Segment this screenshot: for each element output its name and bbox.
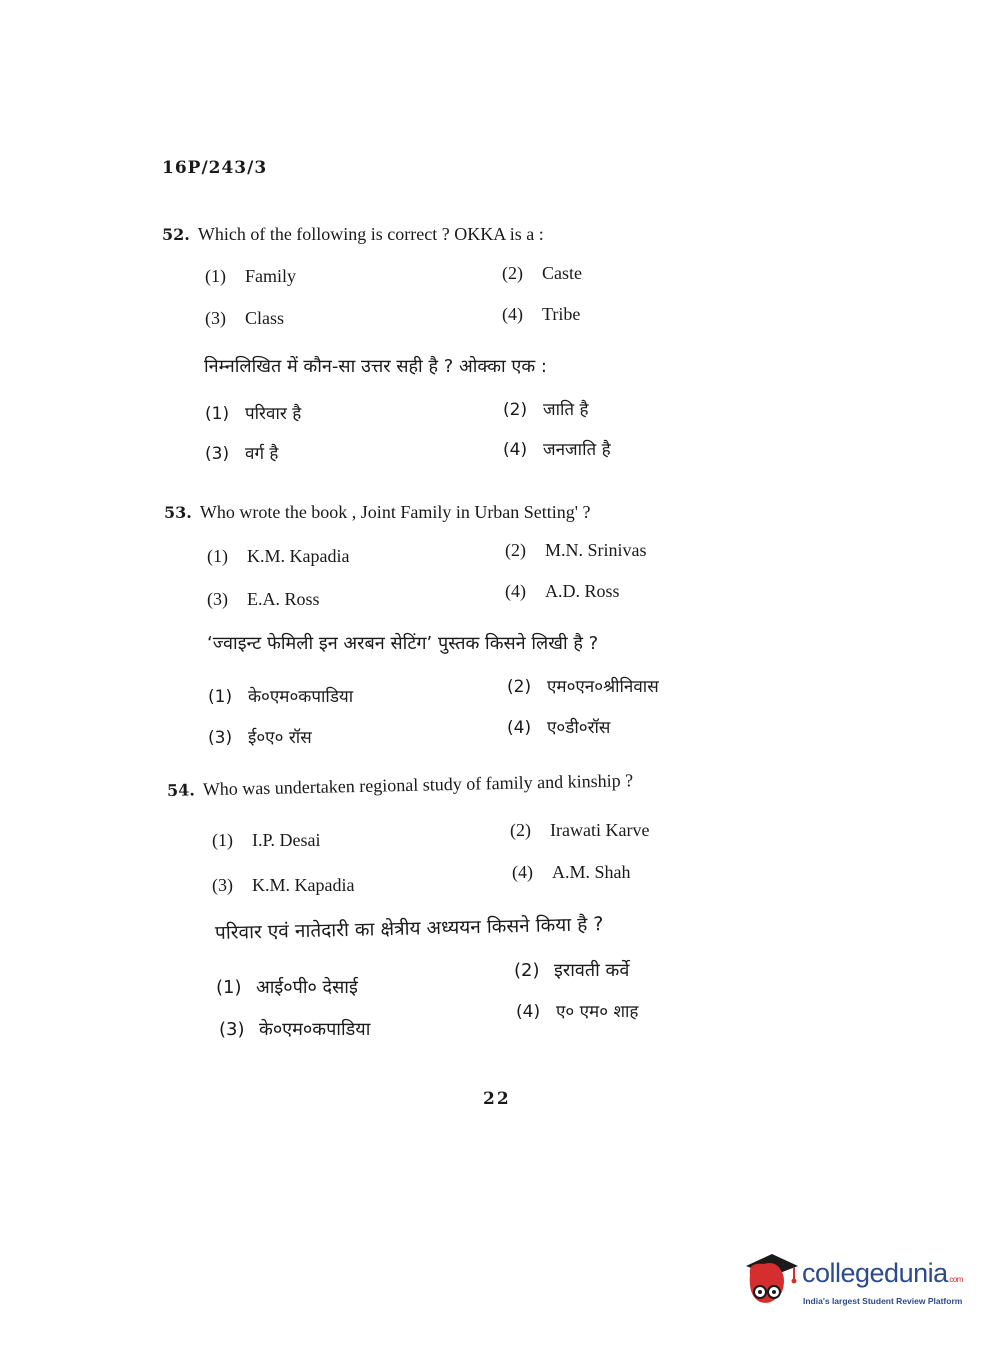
hindi-question-text: ‘ज्वाइन्ट फेमिली इन अरबन सेटिंग’ पुस्तक किसने लिखी है ? bbox=[207, 633, 599, 654]
option-4 bbox=[505, 581, 620, 602]
option-number: (4) bbox=[505, 581, 526, 601]
option-text: परिवार है bbox=[245, 404, 302, 424]
option-number: (4) bbox=[502, 304, 523, 324]
option-text: ई०ए० रॉस bbox=[248, 728, 312, 748]
option-3 bbox=[212, 875, 354, 896]
option-number: (1) bbox=[216, 977, 242, 998]
option-number: (1) bbox=[205, 404, 230, 424]
option-text: जनजाति है bbox=[543, 440, 611, 460]
hindi-option-2 bbox=[503, 397, 589, 420]
hindi-option-4 bbox=[503, 437, 611, 460]
option-4 bbox=[512, 862, 631, 883]
option-text: K.M. Kapadia bbox=[252, 875, 355, 895]
question-text: Who wrote the book , Joint Family in Urban Setting' ? bbox=[199, 502, 591, 522]
hindi-option-2 bbox=[514, 958, 629, 982]
option-number: (1) bbox=[212, 830, 233, 850]
option-text: Family bbox=[245, 266, 297, 286]
question-number: 52. bbox=[162, 225, 190, 244]
page-number: 22 bbox=[483, 1089, 511, 1109]
hindi-question-text: निम्नलिखित में कौन-सा उत्तर सही है ? ओक्का एक : bbox=[204, 356, 547, 377]
option-number: (4) bbox=[503, 440, 528, 460]
option-number: (2) bbox=[514, 960, 540, 981]
option-text: M.N. Srinivas bbox=[545, 540, 647, 560]
option-text: वर्ग है bbox=[245, 444, 279, 464]
question-52 bbox=[162, 224, 544, 245]
hindi-option-2 bbox=[507, 674, 659, 697]
option-4 bbox=[502, 304, 580, 325]
question-number: 53. bbox=[164, 503, 192, 522]
option-number: (1) bbox=[208, 687, 233, 707]
option-text: जाति है bbox=[543, 400, 589, 420]
hindi-option-3 bbox=[205, 441, 278, 464]
hindi-question-text: परिवार एवं नातेदारी का क्षेत्रीय अध्ययन किसने किया है ? bbox=[214, 913, 604, 944]
option-text: ए०डी०रॉस bbox=[547, 718, 611, 738]
hindi-option-1 bbox=[205, 401, 301, 424]
option-text: Tribe bbox=[542, 304, 581, 324]
brand-suffix: .com bbox=[947, 1275, 963, 1284]
option-text: A.M. Shah bbox=[552, 862, 631, 882]
option-text: के०एम०कपाडिया bbox=[259, 1019, 371, 1040]
option-text: ए० एम० शाह bbox=[556, 1002, 639, 1022]
hindi-option-3 bbox=[219, 1017, 370, 1041]
option-text: एम०एन०श्रीनिवास bbox=[547, 677, 659, 697]
hindi-option-3 bbox=[208, 725, 312, 748]
option-text: के०एम०कपाडिया bbox=[248, 687, 354, 707]
option-2 bbox=[502, 263, 582, 284]
paper-code: 16P/243/3 bbox=[162, 158, 268, 178]
option-text: A.D. Ross bbox=[545, 581, 620, 601]
option-number: (3) bbox=[205, 444, 230, 464]
option-number: (3) bbox=[212, 875, 233, 895]
option-number: (3) bbox=[205, 308, 226, 328]
option-number: (4) bbox=[516, 1002, 541, 1022]
option-2 bbox=[510, 820, 649, 841]
brand-name: collegedunia bbox=[802, 1258, 948, 1288]
question-number: 54. bbox=[166, 780, 196, 800]
question-53 bbox=[164, 502, 591, 523]
option-number: (4) bbox=[512, 862, 533, 882]
option-2 bbox=[505, 540, 647, 561]
option-number: (3) bbox=[208, 728, 233, 748]
option-text: आई०पी० देसाई bbox=[256, 977, 358, 998]
question-54 bbox=[167, 770, 634, 801]
option-text: Caste bbox=[542, 263, 582, 283]
option-number: (3) bbox=[207, 589, 228, 609]
option-number: (2) bbox=[507, 677, 532, 697]
option-text: इरावती कर्वे bbox=[554, 960, 630, 981]
option-number: (2) bbox=[505, 540, 526, 560]
question-text: Which of the following is correct ? OKKA is a : bbox=[197, 224, 544, 244]
option-text: I.P. Desai bbox=[252, 830, 321, 850]
option-3 bbox=[205, 308, 284, 329]
option-number: (1) bbox=[205, 266, 226, 286]
option-number: (2) bbox=[510, 820, 531, 840]
brand-tagline: India's largest Student Review Platform bbox=[803, 1296, 963, 1306]
option-text: Irawati Karve bbox=[550, 820, 650, 840]
option-number: (1) bbox=[207, 546, 228, 566]
option-number: (3) bbox=[219, 1019, 245, 1040]
mascot-icon bbox=[742, 1252, 800, 1310]
option-1 bbox=[207, 546, 349, 567]
option-text: E.A. Ross bbox=[247, 589, 320, 609]
option-number: (2) bbox=[502, 263, 523, 283]
hindi-option-4 bbox=[516, 999, 638, 1022]
option-3 bbox=[207, 589, 320, 610]
hindi-option-1 bbox=[208, 684, 353, 707]
option-1 bbox=[205, 266, 296, 287]
hindi-option-1 bbox=[216, 975, 358, 999]
question-text: Who was undertaken regional study of family and kinship ? bbox=[202, 770, 634, 800]
option-1 bbox=[212, 830, 321, 851]
option-number: (2) bbox=[503, 400, 528, 420]
option-text: K.M. Kapadia bbox=[247, 546, 350, 566]
option-text: Class bbox=[245, 308, 285, 328]
option-number: (4) bbox=[507, 718, 532, 738]
hindi-option-4 bbox=[507, 715, 610, 738]
collegedunia-logo bbox=[742, 1252, 972, 1312]
